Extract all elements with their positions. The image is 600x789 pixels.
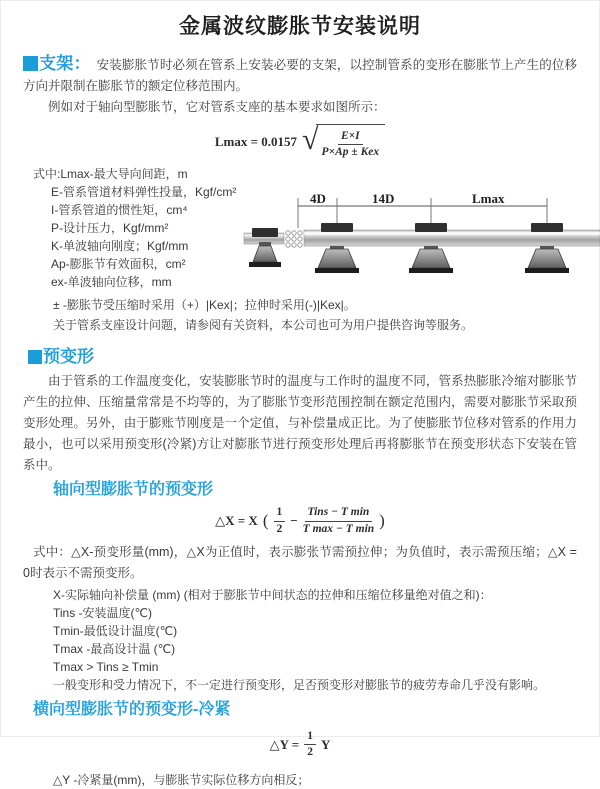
lateral-formula-rhs: Y bbox=[320, 736, 331, 752]
lmax-formula bbox=[1, 124, 599, 159]
minus-sign: − bbox=[290, 513, 298, 529]
definition-lmax: 式中:Lmax-最大导向间距，m bbox=[33, 167, 188, 182]
pipe-support-diagram bbox=[244, 192, 600, 292]
guide-support bbox=[315, 223, 359, 273]
predeform-section-heading bbox=[28, 347, 599, 367]
section-bullet-icon bbox=[23, 56, 38, 71]
support-example-text: 例如对于轴向型膨胀节，它对管系支座的基本要求如图所示： bbox=[48, 100, 386, 114]
definition-i: I-管系管道的惯性矩，cm⁴ bbox=[51, 203, 188, 218]
x-definition: X-实际轴向补偿量 (mm) (相对于膨胀节中间状态的拉伸和压缩位移量绝对值之和)： bbox=[53, 587, 492, 602]
page-title: 金属波纹膨胀节安装说明 bbox=[179, 15, 421, 38]
lmax-formula-lhs: Lmax = 0.0157 bbox=[214, 133, 298, 149]
lateral-formula-lhs: △Y = bbox=[269, 736, 300, 752]
predeform-body-text: 由于管系的工作温度变化，安装膨胀节时的温度与工作时的温度不同，管系热膨胀冷缩对膨胀节产生的拉伸、压缩量常常是不均等的，为了膨胀节变形范围控制在额定范围内，需要对膨胀节采取预变形处理。另外，由于膨账节刚度是一个定值，与补偿量成正比。为了使膨胀节位移对管系的作用力最小，也可以采用预变形(冷紧)方让对膨胀节进行预变形处理后再将膨胀节在预变形状态下安装在管系中。 bbox=[23, 374, 577, 473]
sqrt-expression bbox=[302, 124, 385, 159]
close-paren: ) bbox=[379, 511, 385, 531]
radicand-numerator: E×I bbox=[338, 130, 363, 145]
pipe bbox=[304, 230, 600, 246]
support-section-heading: 支架： bbox=[39, 54, 91, 73]
definition-p: P-设计压力，Kgf/mm² bbox=[51, 221, 169, 236]
lateral-frac-denominator: 2 bbox=[307, 746, 313, 759]
anchor-support bbox=[244, 228, 284, 267]
plus-minus-note: ± -膨胀节受压缩时采用（+）|Kex|；拉伸时采用(-)|Kex|。 bbox=[53, 298, 356, 313]
axial-note: 一般变形和受力情况下，不一定进行预变形，足否预变形对膨胀节的疲劳寿命几乎没有影响。 bbox=[53, 677, 546, 692]
definition-e: E-管系管道材料弹性投量，Kgf/cm² bbox=[51, 185, 237, 200]
dim-label-lmax: Lmax bbox=[472, 191, 505, 206]
support-intro-paragraph bbox=[23, 53, 577, 97]
definition-ex: ex-单波轴向位移，mm bbox=[51, 275, 172, 290]
dim-label-14d: 14D bbox=[372, 191, 395, 206]
lateral-formula bbox=[1, 730, 599, 759]
section-bullet-icon bbox=[28, 350, 42, 364]
lateral-frac-numerator: 1 bbox=[304, 730, 316, 745]
guide-support bbox=[409, 223, 453, 273]
dimension-line bbox=[298, 191, 547, 228]
temp-def-tmin: Tmin-最低设计温度(℃) bbox=[53, 623, 178, 638]
lateral-subheading: 横向型膨胀节的预变形-冷紧 bbox=[33, 700, 231, 718]
radical-sign: √ bbox=[302, 123, 319, 157]
temp-def-tins: Tins -安装温度(℃) bbox=[53, 605, 153, 620]
service-note: 关于管系支座设计问题，请参阅有关资料，本公司也可为用户提供咨询等服务。 bbox=[53, 318, 474, 333]
radicand-denominator: P×Ap ± Kex bbox=[321, 146, 380, 159]
guide-support bbox=[525, 223, 569, 273]
predeform-heading-label: 预变形 bbox=[43, 347, 94, 367]
half-numerator: 1 bbox=[274, 506, 286, 521]
axial-legend-intro: 式中：△X-预变形量(mm)，△X为正值时，表示膨张节需预拉伸；为负值时，表示需预压缩；△X = 0时表示不需预变形。 bbox=[23, 544, 577, 580]
axial-subheading: 轴向型膨胀节的预变形 bbox=[53, 481, 214, 499]
bellows bbox=[286, 231, 302, 247]
dim-label-4d: 4D bbox=[310, 191, 326, 206]
support-intro-text: 安装膨胀节时必须在管系上安装必要的支架，以控制管系的变形在膨胀节上产生的位移方向并限制在膨胀节的额定位移范围内。 bbox=[23, 58, 577, 93]
definition-k: K-单波轴向刚度；Kgf/mm bbox=[51, 239, 189, 254]
half-denominator: 2 bbox=[276, 522, 283, 535]
axial-formula bbox=[1, 506, 599, 535]
temp-frac-denominator: T max − T min bbox=[302, 522, 375, 535]
open-paren: ( bbox=[262, 511, 269, 531]
definition-ap: Ap-膨胀节有效面积，cm² bbox=[51, 257, 186, 272]
temp-def-tmax: Tmax -最高设计温 (℃) bbox=[53, 641, 176, 656]
temp-relation: Tmax > Tins ≥ Tmin bbox=[53, 659, 159, 674]
lateral-note: △Y -冷紧量(mm)，与膨胀节实际位移方向相反； bbox=[53, 773, 310, 788]
temp-frac-numerator: Tins − T min bbox=[305, 506, 373, 521]
axial-formula-lhs: △X = X bbox=[215, 513, 258, 529]
